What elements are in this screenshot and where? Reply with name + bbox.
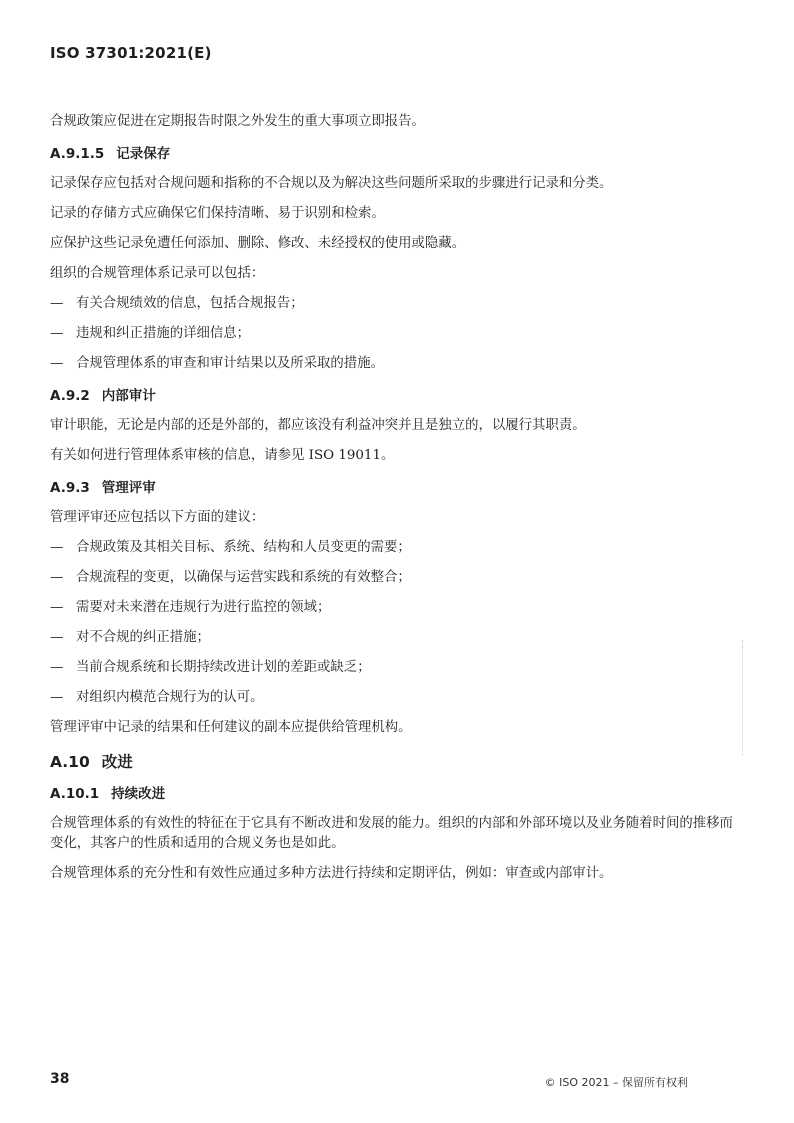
list-item bbox=[50, 688, 740, 708]
paragraph: 审计职能，无论是内部的还是外部的，都应该没有利益冲突并且是独立的，以履行其职责。 bbox=[50, 418, 586, 433]
paragraph: 合规管理体系的充分性和有效性应通过多种方法进行持续和定期评估，例如：审查或内部审计。 bbox=[50, 866, 613, 881]
paragraph: 管理评审还应包括以下方面的建议： bbox=[50, 510, 265, 525]
paragraph: 记录保存应包括对合规问题和指称的不合规以及为解决这些问题所采取的步骤进行记录和分类。 bbox=[50, 176, 613, 191]
list-item-text: 对组织内模范合规行为的认可。 bbox=[76, 690, 264, 705]
list-item-text: 合规政策及其相关目标、系统、结构和人员变更的需要； bbox=[76, 540, 411, 555]
list-item bbox=[50, 658, 740, 678]
document-body bbox=[50, 112, 740, 894]
heading-title: 管理评审 bbox=[101, 480, 156, 496]
list-item bbox=[50, 568, 740, 588]
heading-title: 记录保存 bbox=[116, 146, 171, 162]
dash-marker: — bbox=[50, 540, 64, 555]
heading-title: 持续改进 bbox=[111, 786, 166, 802]
heading-number: A.9.1.5 bbox=[50, 146, 105, 162]
list-item bbox=[50, 324, 740, 344]
paragraph: 应保护这些记录免遭任何添加、删除、修改、未经授权的使用或隐藏。 bbox=[50, 236, 466, 251]
review-list bbox=[50, 538, 740, 708]
paragraph: 管理评审中记录的结果和任何建议的副本应提供给管理机构。 bbox=[50, 720, 412, 735]
heading-number: A.9.2 bbox=[50, 388, 90, 404]
document-id: ISO 37301:2021(E) bbox=[50, 44, 212, 62]
dash-marker: — bbox=[50, 600, 64, 615]
dash-marker: — bbox=[50, 570, 64, 585]
list-item-text: 对不合规的纠正措施； bbox=[76, 630, 210, 645]
margin-mark bbox=[742, 640, 745, 756]
paragraph: 有关如何进行管理体系审核的信息，请参见 ISO 19011。 bbox=[50, 448, 395, 463]
paragraph: 记录的存储方式应确保它们保持清晰、易于识别和检索。 bbox=[50, 206, 385, 221]
list-item-text: 合规管理体系的审查和审计结果以及所采取的措施。 bbox=[76, 356, 384, 371]
list-item-text: 需要对未来潜在违规行为进行监控的领域； bbox=[76, 600, 331, 615]
list-item-text: 有关合规绩效的信息，包括合规报告； bbox=[76, 296, 304, 311]
heading-title: 改进 bbox=[101, 753, 133, 771]
list-item bbox=[50, 628, 740, 648]
heading-a101 bbox=[50, 784, 740, 804]
list-item-text: 违规和纠正措施的详细信息； bbox=[76, 326, 251, 341]
list-item bbox=[50, 598, 740, 618]
heading-a92 bbox=[50, 386, 740, 406]
heading-number: A.10 bbox=[50, 753, 90, 771]
list-item-text: 合规流程的变更，以确保与运营实践和系统的有效整合； bbox=[76, 570, 411, 585]
list-item bbox=[50, 538, 740, 558]
list-item bbox=[50, 354, 740, 374]
list-item-text: 当前合规系统和长期持续改进计划的差距或缺乏； bbox=[76, 660, 371, 675]
record-list bbox=[50, 294, 740, 374]
copyright-notice: © ISO 2021 – 保留所有权利 bbox=[544, 1076, 688, 1089]
dash-marker: — bbox=[50, 356, 64, 371]
heading-number: A.10.1 bbox=[50, 786, 100, 802]
heading-a93 bbox=[50, 478, 740, 498]
page-number: 38 bbox=[50, 1071, 70, 1087]
paragraph: 合规管理体系的有效性的特征在于它具有不断改进和发展的能力。组织的内部和外部环境以及业务随着时间的推移而变化，其客户的性质和适用的合规义务也是如此。 bbox=[50, 816, 733, 851]
dash-marker: — bbox=[50, 630, 64, 645]
heading-a915 bbox=[50, 144, 740, 164]
list-item bbox=[50, 294, 740, 314]
heading-a10 bbox=[50, 752, 740, 772]
dash-marker: — bbox=[50, 296, 64, 311]
intro-paragraph: 合规政策应促进在定期报告时限之外发生的重大事项立即报告。 bbox=[50, 114, 425, 129]
dash-marker: — bbox=[50, 326, 64, 341]
dash-marker: — bbox=[50, 690, 64, 705]
dash-marker: — bbox=[50, 660, 64, 675]
paragraph: 组织的合规管理体系记录可以包括： bbox=[50, 266, 265, 281]
heading-number: A.9.3 bbox=[50, 480, 90, 496]
heading-title: 内部审计 bbox=[101, 388, 156, 404]
